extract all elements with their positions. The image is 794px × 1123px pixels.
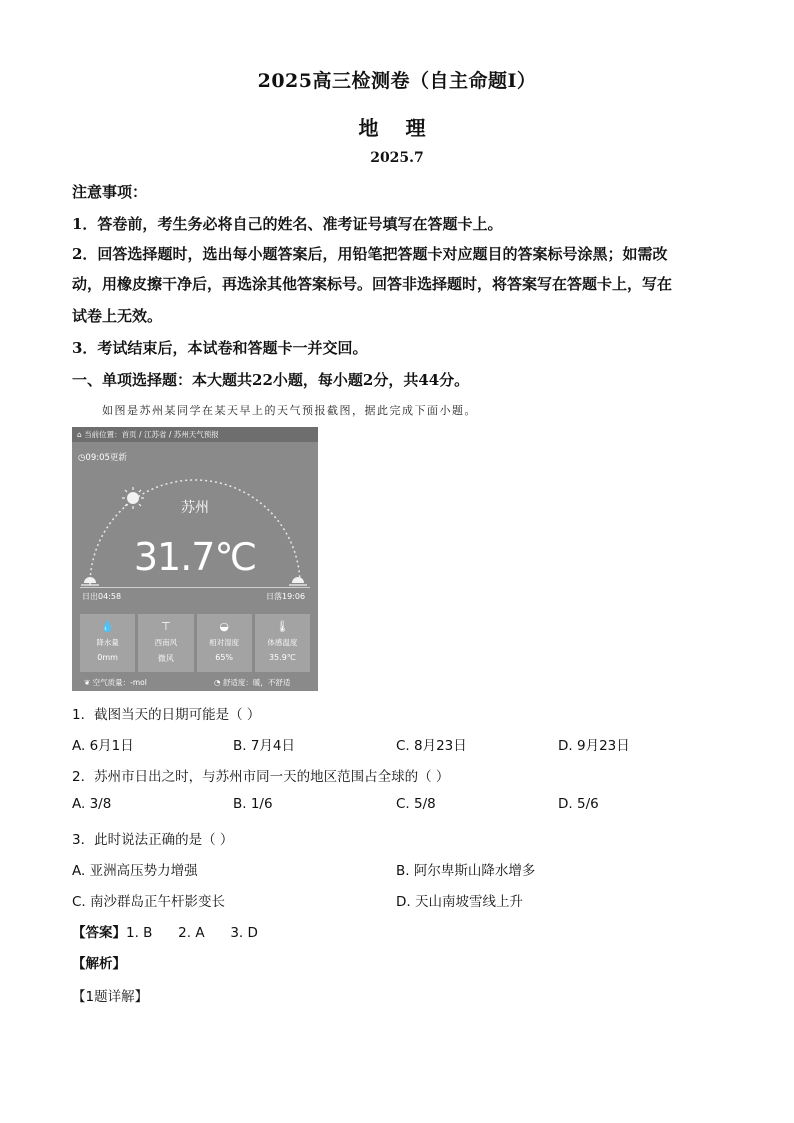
question-1-option-d: D. 9月23日 <box>558 738 630 754</box>
air-quality <box>84 675 147 691</box>
metric-wind <box>138 614 193 672</box>
metric-label: 降水量 <box>96 638 119 647</box>
comfort-text: 舒适度：暖，不舒适 <box>222 678 291 687</box>
metric-humidity <box>197 614 252 672</box>
question-3-stem: 3．此时说法正确的是（ ） <box>72 832 234 848</box>
drops-icon: 💧 <box>100 620 115 633</box>
section-heading: 一、单项选择题：本大题共22小题，每小题2分，共44分。 <box>72 371 470 389</box>
metric-precipitation <box>80 614 135 672</box>
question-2-stem: 2．苏州市日出之时，与苏州市同一天的地区范围占全球的（ ） <box>72 769 450 785</box>
note-item-1: 1．答卷前，考生务必将自己的姓名、准考证号填写在答题卡上。 <box>72 215 503 233</box>
update-text: 09:05更新 <box>85 453 127 463</box>
breadcrumb-text: 当前位置：首页 / 江苏省 / 苏州天气预报 <box>84 430 219 439</box>
metric-label: 西南风 <box>154 638 178 647</box>
thermometer-icon: 🌡 <box>275 620 290 633</box>
exam-date: 2025.7 <box>370 150 424 166</box>
analysis-label: 【解析】 <box>72 956 126 972</box>
question-1-option-c: C. 8月23日 <box>396 738 467 754</box>
question-2-option-a: A. 3/8 <box>72 796 112 812</box>
question-1-stem: 1．截图当天的日期可能是（ ） <box>72 707 261 723</box>
question-2-option-c: C. 5/8 <box>396 796 436 812</box>
question-3-option-c: C. 南沙群岛正午杆影变长 <box>72 894 226 910</box>
current-temperature: 31.7℃ <box>133 535 257 579</box>
air-quality-text: 空气质量：-mol <box>92 678 147 687</box>
notes-heading: 注意事项： <box>72 183 148 201</box>
answer-label: 【答案】 <box>72 925 126 941</box>
exam-title: 2025高三检测卷（自主命题Ⅰ） <box>257 70 537 92</box>
metric-value: 微风 <box>157 654 174 663</box>
home-icon: ⌂ <box>77 430 85 439</box>
leaf-icon: ❦ <box>84 678 93 687</box>
metric-value: 35.9℃ <box>268 653 296 662</box>
question-3-option-a: A. 亚洲高压势力增强 <box>72 863 198 879</box>
note-item-2: 2．回答选择题时，选出每小题答案后，用铅笔把答题卡对应题目的答案标号涂黑；如需改 <box>72 245 668 263</box>
metric-value: 0mm <box>97 653 118 662</box>
gauge-icon: ◔ <box>214 678 223 687</box>
horizon-line <box>80 587 310 588</box>
update-time <box>78 451 127 463</box>
note-item-2-end: 试卷上无效。 <box>72 307 163 325</box>
question-3-option-d: D. 天山南坡雪线上升 <box>396 894 523 910</box>
analysis-detail-heading: 【1题详解】 <box>72 989 149 1005</box>
clock-icon: ◷ <box>78 453 86 463</box>
answer-values: 1. B 2. A 3. D <box>126 925 258 941</box>
metric-value: 65% <box>215 653 234 662</box>
question-2-option-d: D. 5/6 <box>558 796 599 812</box>
answer-line <box>72 921 258 941</box>
metric-label: 相对湿度 <box>209 638 240 647</box>
humidity-icon: ◒ <box>219 620 229 633</box>
question-1-option-b: B. 7月4日 <box>233 738 296 754</box>
weather-breadcrumb <box>72 427 318 442</box>
metric-label: 体感温度 <box>267 638 298 647</box>
question-2-option-b: B. 1/6 <box>233 796 273 812</box>
weather-metrics <box>80 614 310 672</box>
metric-feels-like <box>255 614 310 672</box>
note-item-3: 3．考试结束后，本试卷和答题卡一并交回。 <box>72 339 368 357</box>
city-name: 苏州 <box>181 500 209 516</box>
section-intro: 如图是苏州某同学在某天早上的天气预报截图，据此完成下面小题。 <box>102 404 477 417</box>
sunset-time: 日落19:06 <box>266 592 306 601</box>
sunrise-time: 日出04:58 <box>82 592 122 601</box>
subject-title: 地 理 <box>358 116 436 140</box>
note-item-2-cont: 动，用橡皮擦干净后，再选涂其他答案标号。回答非选择题时，将答案写在答题卡上，写在 <box>72 275 673 293</box>
wind-icon: ⊤ <box>161 620 171 633</box>
question-3-option-b: B. 阿尔卑斯山降水增多 <box>396 863 536 879</box>
question-1-option-a: A. 6月1日 <box>72 738 134 754</box>
weather-screenshot <box>72 427 318 691</box>
comfort-index <box>214 675 290 691</box>
